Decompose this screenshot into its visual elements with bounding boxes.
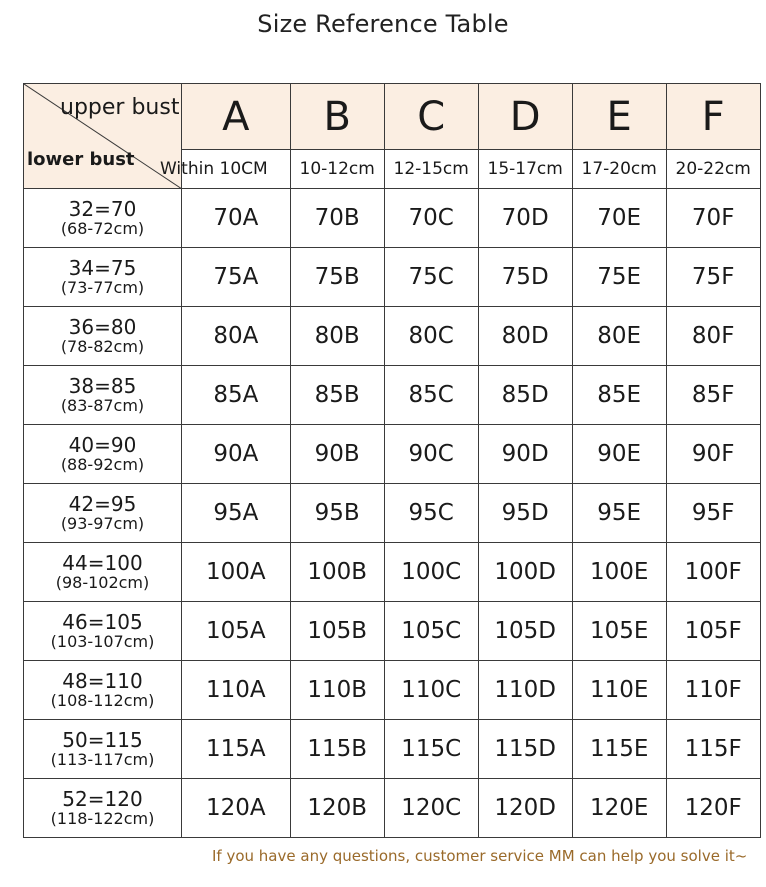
band-range: (113-117cm)	[50, 750, 155, 770]
cup-range-b: 10-12cm	[290, 150, 384, 189]
cup-range-d: 15-17cm	[478, 150, 572, 189]
size-cell: 110E	[572, 661, 666, 720]
size-cell: 75A	[182, 248, 291, 307]
size-cell: 75B	[290, 248, 384, 307]
band-size: 34=75	[68, 256, 137, 281]
size-cell: 95F	[666, 484, 760, 543]
size-cell: 75D	[478, 248, 572, 307]
cup-range-e: 17-20cm	[572, 150, 666, 189]
cup-range-a-text: Within 10CM	[160, 159, 268, 179]
size-cell: 110B	[290, 661, 384, 720]
size-cell: 95A	[182, 484, 291, 543]
size-cell: 80B	[290, 307, 384, 366]
size-cell: 115A	[182, 720, 291, 779]
band-range: (103-107cm)	[50, 632, 155, 652]
size-cell: 95C	[384, 484, 478, 543]
size-cell: 100F	[666, 543, 760, 602]
band-range: (118-122cm)	[50, 809, 155, 829]
band-size: 46=105	[62, 610, 143, 635]
size-cell: 70E	[572, 189, 666, 248]
band-cell	[24, 720, 182, 779]
size-cell: 90A	[182, 425, 291, 484]
size-cell: 100D	[478, 543, 572, 602]
size-cell: 95D	[478, 484, 572, 543]
band-size: 48=110	[62, 669, 143, 694]
band-range: (83-87cm)	[60, 396, 145, 416]
table-row	[24, 661, 761, 720]
size-cell: 115C	[384, 720, 478, 779]
upper-bust-label: upper bust	[60, 95, 180, 120]
size-cell: 85A	[182, 366, 291, 425]
band-cell	[24, 602, 182, 661]
cup-range-c: 12-15cm	[384, 150, 478, 189]
size-cell: 75F	[666, 248, 760, 307]
size-cell: 90D	[478, 425, 572, 484]
size-cell: 90E	[572, 425, 666, 484]
size-cell: 70F	[666, 189, 760, 248]
size-cell: 105E	[572, 602, 666, 661]
size-cell: 115E	[572, 720, 666, 779]
cup-letter-c: C	[384, 84, 478, 150]
lower-bust-label: lower bust	[27, 149, 135, 170]
band-size: 32=70	[68, 197, 137, 222]
band-cell	[24, 779, 182, 838]
size-cell: 100B	[290, 543, 384, 602]
size-cell: 115F	[666, 720, 760, 779]
table-row	[24, 484, 761, 543]
table-row	[24, 425, 761, 484]
size-cell: 70D	[478, 189, 572, 248]
size-cell: 80E	[572, 307, 666, 366]
size-cell: 110C	[384, 661, 478, 720]
size-cell: 120B	[290, 779, 384, 838]
size-cell: 75C	[384, 248, 478, 307]
size-cell: 100C	[384, 543, 478, 602]
band-range: (73-77cm)	[60, 278, 145, 298]
band-cell	[24, 189, 182, 248]
size-cell: 85F	[666, 366, 760, 425]
table-row	[24, 543, 761, 602]
corner-header-cell	[24, 84, 182, 189]
size-cell: 85B	[290, 366, 384, 425]
cup-letter-a: A	[182, 84, 291, 150]
band-cell	[24, 366, 182, 425]
band-size: 44=100	[62, 551, 143, 576]
band-range: (98-102cm)	[55, 573, 150, 593]
size-cell: 115D	[478, 720, 572, 779]
size-cell: 80C	[384, 307, 478, 366]
size-cell: 80A	[182, 307, 291, 366]
size-cell: 100A	[182, 543, 291, 602]
size-cell: 75E	[572, 248, 666, 307]
page-title: Size Reference Table	[257, 10, 509, 38]
size-cell: 80F	[666, 307, 760, 366]
size-cell: 95E	[572, 484, 666, 543]
band-cell	[24, 425, 182, 484]
size-cell: 120F	[666, 779, 760, 838]
size-cell: 105A	[182, 602, 291, 661]
size-cell: 70B	[290, 189, 384, 248]
table-row	[24, 602, 761, 661]
band-cell	[24, 543, 182, 602]
table-row	[24, 189, 761, 248]
size-cell: 90B	[290, 425, 384, 484]
cup-letter-f: F	[666, 84, 760, 150]
size-cell: 105F	[666, 602, 760, 661]
band-range: (88-92cm)	[60, 455, 145, 475]
size-cell: 110A	[182, 661, 291, 720]
size-cell: 70C	[384, 189, 478, 248]
table-row	[24, 720, 761, 779]
size-cell: 100E	[572, 543, 666, 602]
table-row	[24, 248, 761, 307]
band-size: 52=120	[62, 787, 143, 812]
band-size: 38=85	[68, 374, 137, 399]
size-cell: 95B	[290, 484, 384, 543]
table-row	[24, 779, 761, 838]
cup-range-f: 20-22cm	[666, 150, 760, 189]
cup-letter-b: B	[290, 84, 384, 150]
band-cell	[24, 248, 182, 307]
size-reference-table	[23, 83, 761, 838]
band-range: (68-72cm)	[60, 219, 145, 239]
size-cell: 90C	[384, 425, 478, 484]
size-cell: 120D	[478, 779, 572, 838]
band-range: (108-112cm)	[50, 691, 155, 711]
size-cell: 80D	[478, 307, 572, 366]
size-cell: 85C	[384, 366, 478, 425]
band-size: 50=115	[62, 728, 143, 753]
band-cell	[24, 484, 182, 543]
size-cell: 115B	[290, 720, 384, 779]
size-cell: 120A	[182, 779, 291, 838]
band-size: 36=80	[68, 315, 137, 340]
size-cell: 110F	[666, 661, 760, 720]
cup-letter-d: D	[478, 84, 572, 150]
cup-letter-e: E	[572, 84, 666, 150]
size-cell: 110D	[478, 661, 572, 720]
band-range: (93-97cm)	[60, 514, 145, 534]
band-size: 40=90	[68, 433, 137, 458]
table-row	[24, 366, 761, 425]
size-cell: 90F	[666, 425, 760, 484]
size-cell: 120C	[384, 779, 478, 838]
size-cell: 85E	[572, 366, 666, 425]
size-cell: 105B	[290, 602, 384, 661]
band-size: 42=95	[68, 492, 137, 517]
size-cell: 70A	[182, 189, 291, 248]
band-range: (78-82cm)	[60, 337, 145, 357]
size-cell: 105C	[384, 602, 478, 661]
size-cell: 105D	[478, 602, 572, 661]
cup-range-a	[160, 150, 291, 189]
size-cell: 85D	[478, 366, 572, 425]
band-cell	[24, 661, 182, 720]
band-cell	[24, 307, 182, 366]
customer-service-note: If you have any questions, customer service MM can help you solve it~	[212, 847, 748, 865]
table-row	[24, 307, 761, 366]
size-cell: 120E	[572, 779, 666, 838]
